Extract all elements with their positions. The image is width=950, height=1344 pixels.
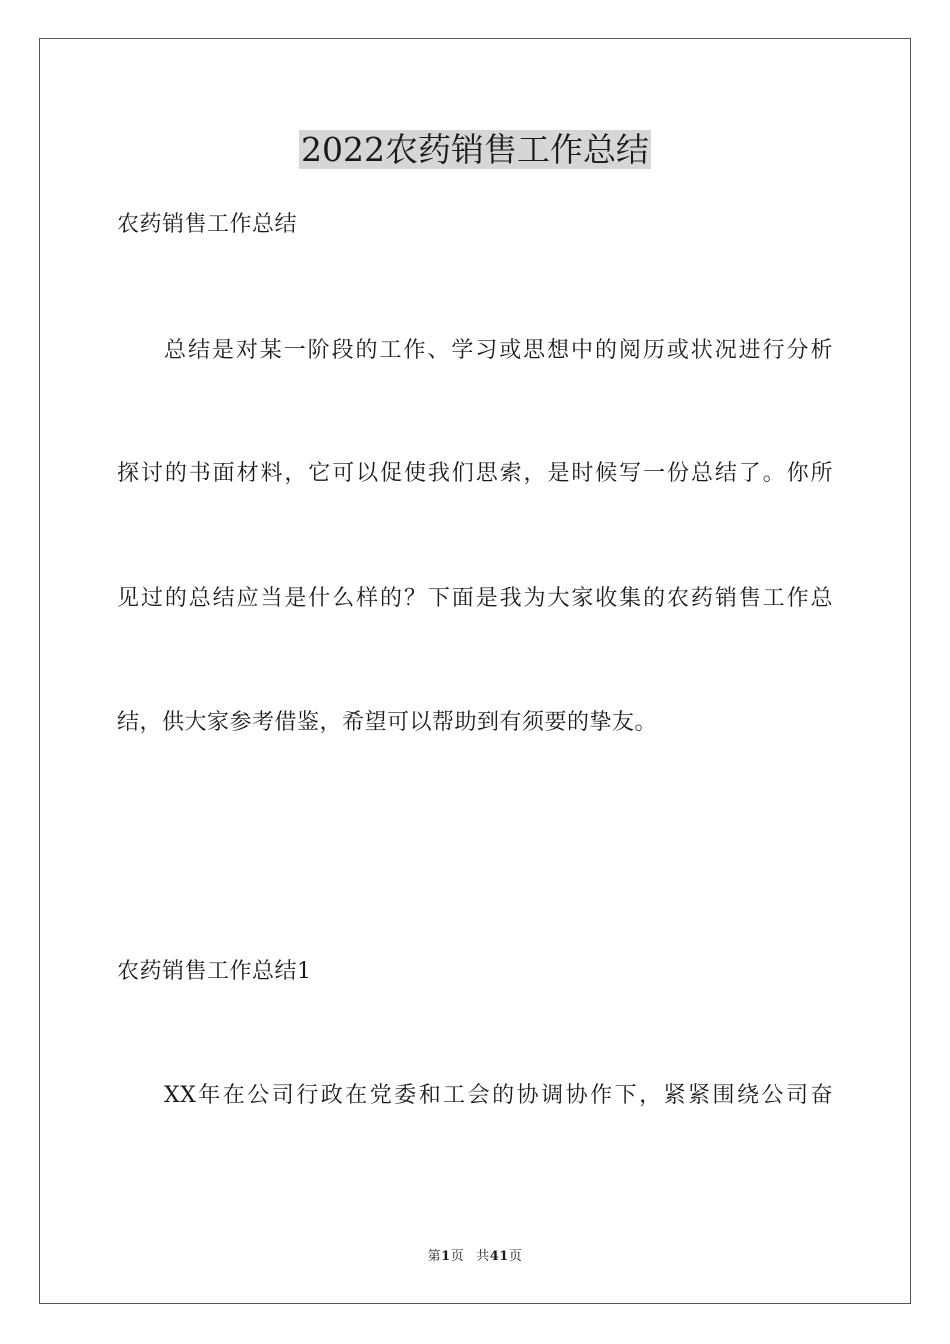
page-number: 1: [441, 1249, 451, 1264]
document-title-text: 2022农药销售工作总结: [301, 130, 649, 169]
page-number-prefix: 第: [427, 1249, 442, 1264]
page-footer: [0, 1248, 950, 1266]
section-paragraph-line-1: XX年在公司行政在党委和工会的协调协作下，紧紧围绕公司奋: [164, 1083, 833, 1108]
intro-paragraph-line-2: 探讨的书面材料，它可以促使我们思索，是时候写一份总结了。你所: [117, 461, 833, 486]
intro-paragraph-line-1: 总结是对某一阶段的工作、学习或思想中的阅历或状况进行分析: [164, 338, 833, 363]
section-heading: 农药销售工作总结1: [117, 959, 312, 984]
total-pages-prefix: 共: [476, 1249, 490, 1264]
intro-paragraph-line-3: 见过的总结应当是什么样的？下面是我为大家收集的农药销售工作总: [117, 586, 833, 611]
total-pages-suffix: 页: [508, 1249, 523, 1264]
total-pages: 41: [489, 1249, 509, 1264]
document-title: [0, 128, 950, 172]
page-number-suffix: 页: [450, 1249, 465, 1264]
intro-paragraph-line-4: 结，供大家参考借鉴，希望可以帮助到有须要的挚友。: [117, 710, 658, 735]
document-subtitle: 农药销售工作总结: [117, 212, 298, 237]
